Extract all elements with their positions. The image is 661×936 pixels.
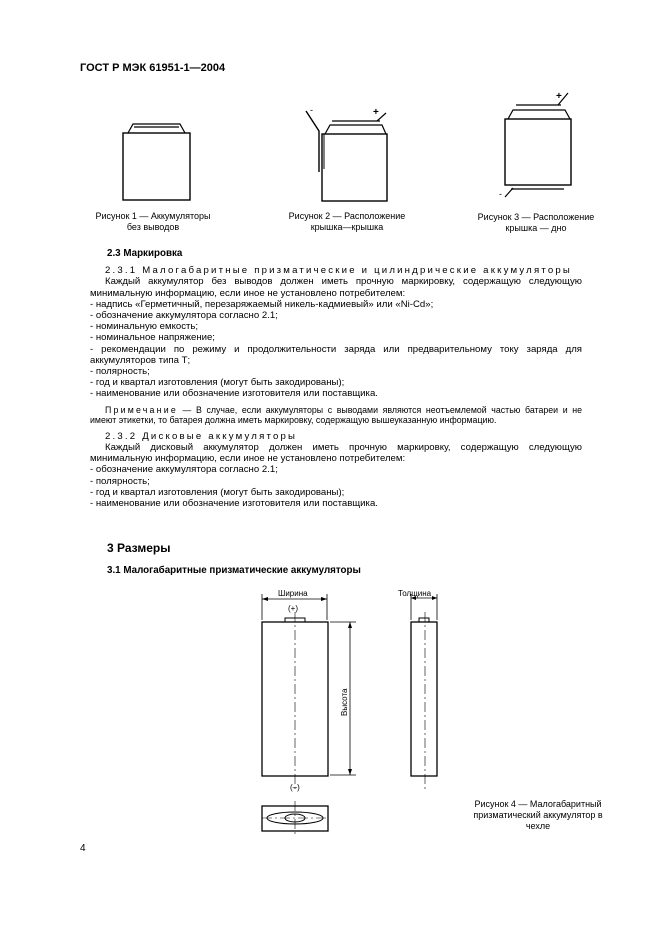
figure-4-height-label: Высота	[340, 688, 349, 716]
list-item: - год и квартал изготовления (могут быть закодированы);	[90, 377, 345, 389]
list-item: - полярность;	[90, 366, 150, 378]
list-item: - надпись «Герметичный, перезаряжаемый никель-кадмиевый» или «Ni-Cd»;	[90, 298, 434, 310]
list-item: - номинальную емкость;	[90, 321, 199, 333]
figure-3-caption-line1: Рисунок 3 — Расположение	[477, 212, 595, 222]
clause-2-3-1-heading: 2.3.1 Малогабаритные призматические и цилиндрические аккумуляторы	[105, 265, 573, 277]
section-3-heading: 3 Размеры	[107, 541, 171, 555]
figure-4-minus-label: (–)	[290, 783, 300, 792]
clause-2-3-2-heading: 2.3.2 Дисковые аккумуляторы	[105, 430, 298, 442]
figure-1-caption-line1: Рисунок 1 — Аккумуляторы	[95, 211, 211, 221]
list-item: - обозначение аккумулятора согласно 2.1;	[90, 464, 278, 476]
figure-4-caption	[458, 799, 618, 832]
document-header: ГОСТ Р МЭК 61951-1—2004	[80, 62, 226, 74]
list-item: - наименование или обозначение изготовителя или поставщика.	[90, 388, 378, 400]
figure-3-plus: +	[556, 91, 562, 102]
page-number: 4	[80, 843, 86, 854]
figure-3-minus: -	[499, 189, 502, 199]
figure-4-caption-line2: призматический аккумулятор в	[473, 810, 603, 820]
figure-2-plus: +	[373, 107, 379, 118]
figure-4-width-label: Ширина	[278, 589, 308, 598]
clause-2-3-1-intro: Каждый аккумулятор без выводов должен иметь прочную маркировку, содержащую следующую минимальную информацию, если иное не установлено потребителем:	[90, 276, 582, 299]
list-item: - рекомендации по режиму и продолжительности заряда или предварительному току заряда для аккумуляторов типа Т;	[90, 343, 582, 366]
clause-2-3-2-intro: Каждый дисковый аккумулятор должен иметь прочную маркировку, содержащую следующую минимальную информацию, если иное не установлено потребителем:	[90, 442, 582, 465]
list-item: - полярность;	[90, 475, 150, 487]
section-2-3-heading: 2.3 Маркировка	[107, 248, 183, 259]
note-text: — В случае, если аккумуляторы с выводами являются неотъемлемой частью батареи и не имеют этикетки, то батарея должна иметь маркировку, содержащую вышеуказанную информацию.	[90, 404, 582, 426]
figure-3-caption-line2: крышка — дно	[505, 223, 567, 233]
list-item: - наименование или обозначение изготовителя или поставщика.	[90, 498, 378, 510]
figure-4-caption-line3: чехле	[525, 821, 551, 831]
figure-4-caption-line1: Рисунок 4 — Малогабаритный	[474, 799, 602, 809]
list-item: - год и квартал изготовления (могут быть закодированы);	[90, 486, 345, 498]
figure-2-minus: -	[310, 105, 313, 115]
figure-2-caption-line1: Рисунок 2 — Расположение	[288, 211, 406, 221]
figure-4-thickness-label: Толщина	[398, 589, 432, 598]
list-item: - номинальное напряжение;	[90, 332, 215, 344]
figure-1-caption-line2: без выводов	[126, 222, 180, 232]
figure-2-caption-line2: крышка—крышка	[310, 222, 384, 232]
figure-4-plus-label: (+)	[288, 604, 298, 613]
section-3-1-heading: 3.1 Малогабаритные призматические аккумуляторы	[107, 565, 361, 576]
note-label: Примечание	[105, 404, 178, 415]
list-item: - обозначение аккумулятора согласно 2.1;	[90, 310, 278, 322]
